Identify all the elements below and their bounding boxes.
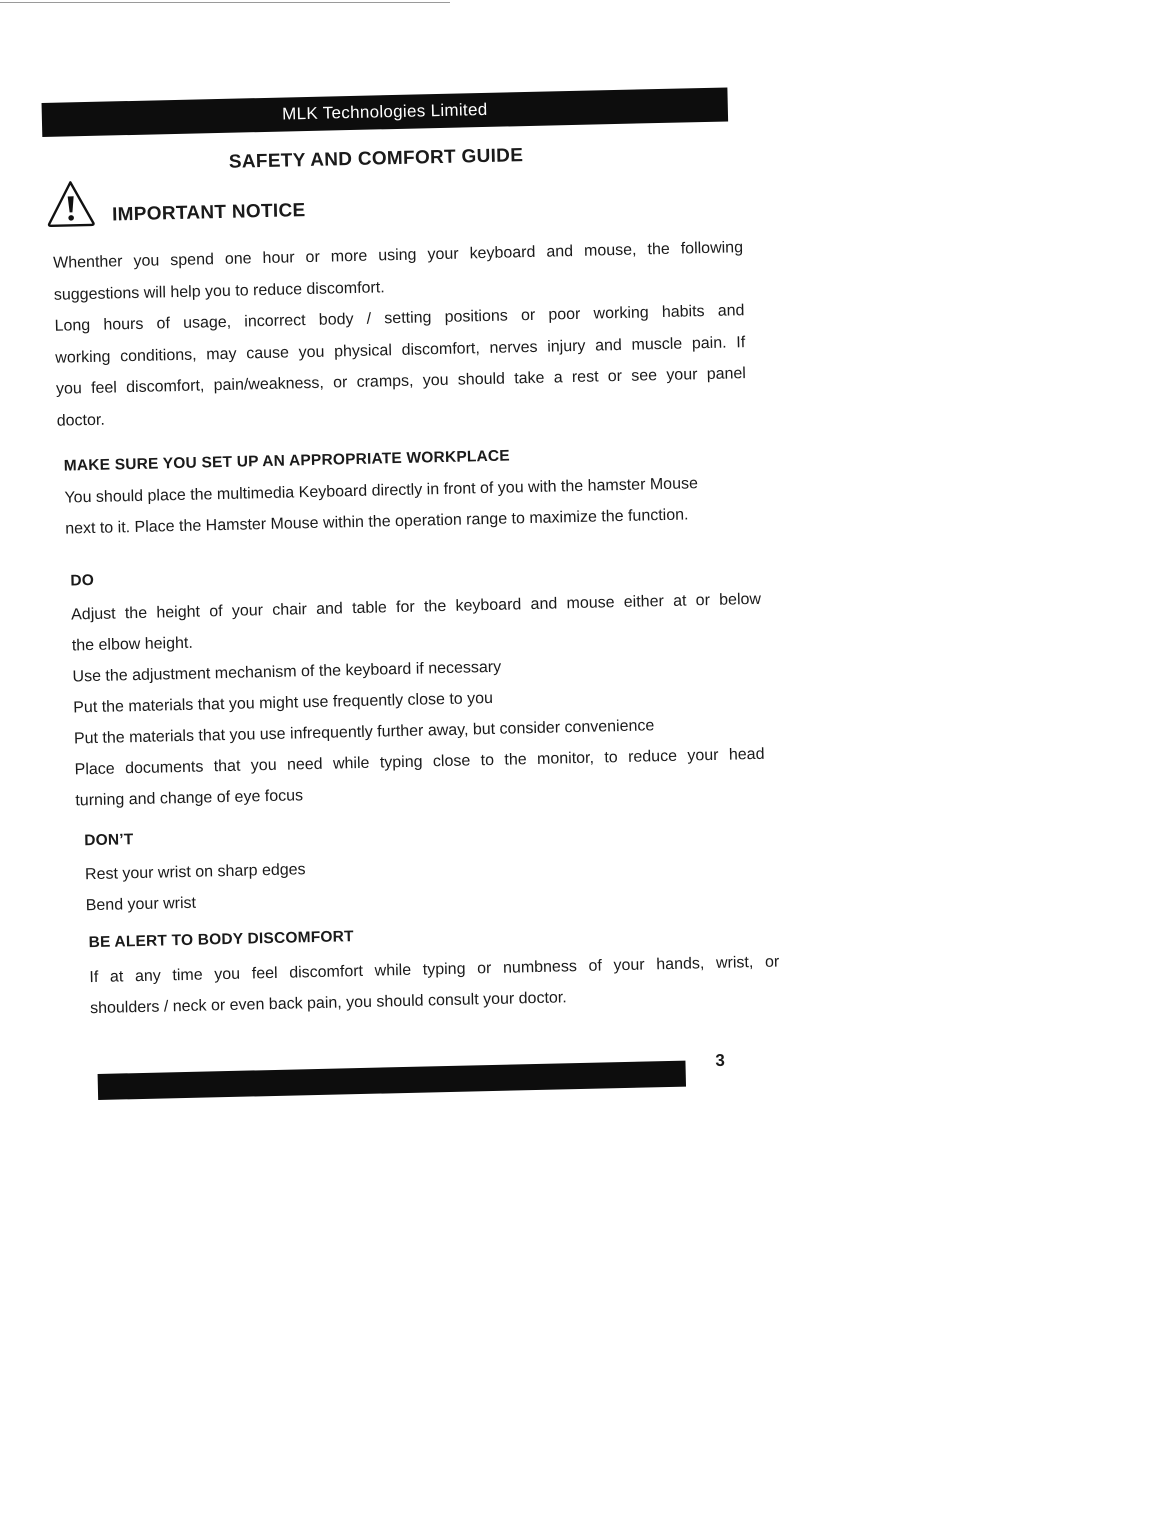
- workplace-line: next to it. Place the Hamster Mouse within the operation range to maximize the function.: [65, 506, 689, 538]
- dont-item: Bend your wrist: [85, 894, 197, 915]
- do-heading: DO: [70, 571, 95, 590]
- notice-paragraph: [53, 232, 747, 437]
- do-item: Place documents that you need while typing close to the monitor, to reduce your head: [74, 745, 765, 779]
- notice-line: Long hours of usage, incorrect body / setting positions or poor working habits and: [54, 302, 745, 335]
- workplace-line: You should place the multimedia Keyboard directly in front of you with the hamster Mouse: [64, 475, 699, 507]
- notice-line: working conditions, may cause you physical discomfort, nerves injury and muscle pain. If: [55, 333, 746, 367]
- important-notice-heading: IMPORTANT NOTICE: [111, 200, 306, 226]
- alert-line: If at any time you feel discomfort while typing or numbness of your hands, wrist, or: [89, 953, 780, 987]
- dont-item: Rest your wrist on sharp edges: [84, 861, 306, 884]
- alert-paragraph: [89, 947, 780, 1025]
- do-item: Use the adjustment mechanism of the keyboard if necessary: [72, 658, 502, 686]
- notice-line: suggestions will help you to reduce discomfort.: [53, 278, 385, 304]
- page-title: SAFETY AND COMFORT GUIDE: [228, 145, 524, 173]
- footer-bar: [98, 1061, 686, 1100]
- notice-line: you feel discomfort, pain/weakness, or cramps, you should take a rest or see your panel: [55, 365, 747, 398]
- notice-line: Whenther you spend one hour or more using your keyboard and mouse, the following: [52, 239, 744, 272]
- workplace-paragraph: [64, 467, 755, 545]
- notice-line: doctor.: [56, 411, 105, 430]
- dont-list: [85, 848, 586, 921]
- do-item: Put the materials that you use infrequently further away, but consider convenience: [73, 717, 655, 748]
- do-item: Put the materials that you might use frequently close to you: [73, 689, 494, 717]
- header-bar: [42, 87, 729, 137]
- alert-line: shoulders / neck or even back pain, you should consult your doctor.: [89, 989, 567, 1018]
- do-item: the elbow height.: [71, 634, 194, 655]
- do-item: Adjust the height of your chair and table for the keyboard and mouse either at or below: [70, 590, 762, 624]
- workplace-heading: MAKE SURE YOU SET UP AN APPROPRIATE WORKPLACE: [63, 447, 511, 475]
- dont-heading: DON’T: [84, 831, 134, 850]
- alert-heading: BE ALERT TO BODY DISCOMFORT: [88, 928, 354, 952]
- do-item: turning and change of eye focus: [75, 787, 304, 810]
- do-list: [71, 584, 766, 817]
- company-name: MLK Technologies Limited: [281, 99, 488, 124]
- page-number: 3: [715, 1050, 726, 1070]
- warning-triangle-icon: [45, 179, 96, 228]
